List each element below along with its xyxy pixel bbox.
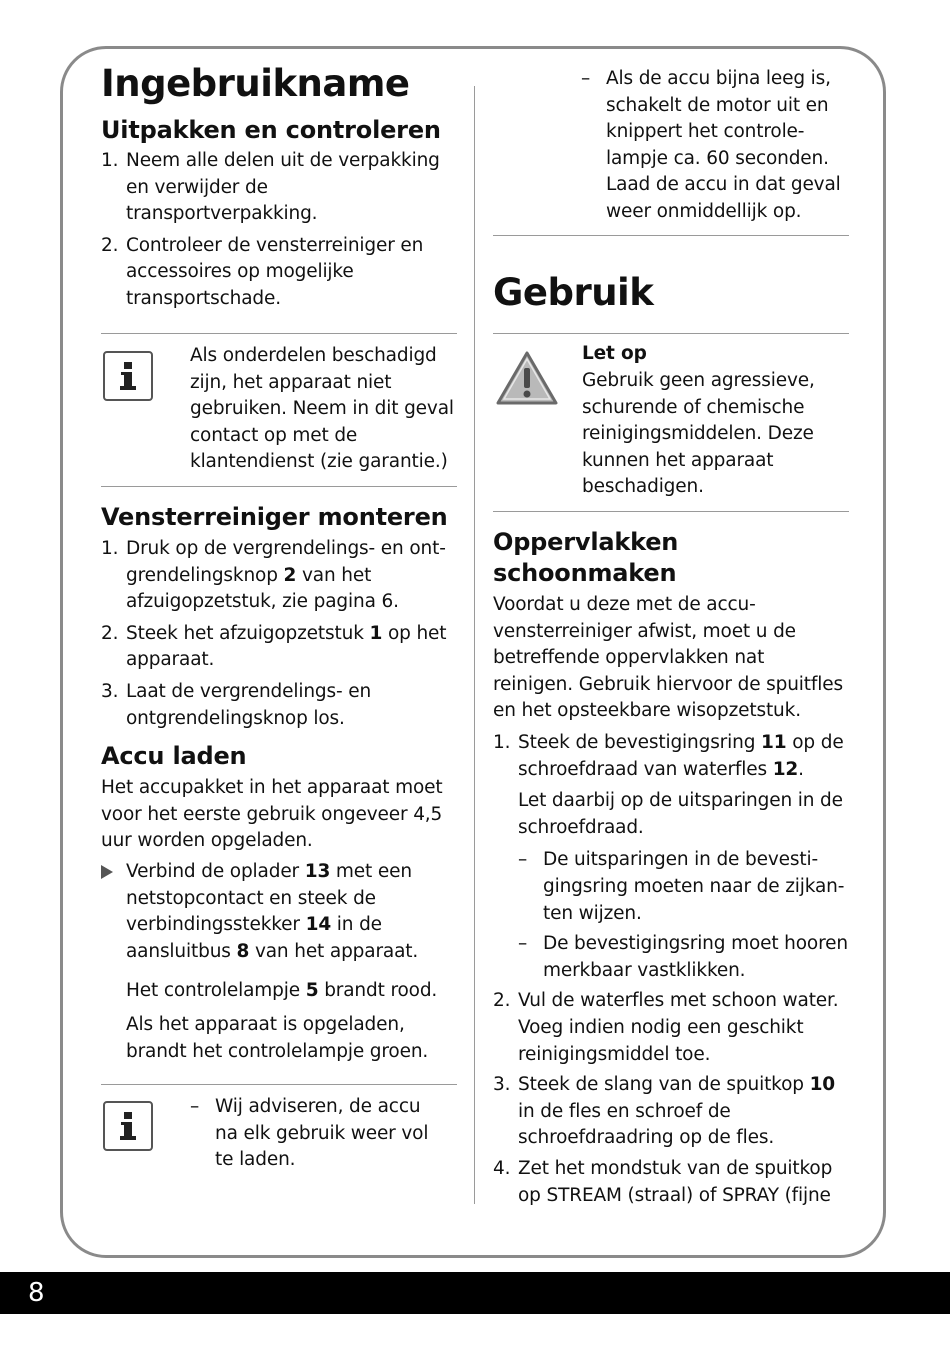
list-item: 2. Controleer de vensterreiniger en accessoires op mogelijke transportschade. <box>101 234 424 309</box>
sub-item: – De bevestigingsring moet hooren merkbaar vastklikken. <box>518 933 848 981</box>
section-title-ingebruikname: Ingebruikname <box>101 62 410 105</box>
accu-intro: Het accupakket in het apparaat moet voor het eerste gebruik ongeveer 4,5 uur worden opgeladen. <box>101 777 443 852</box>
right-column <box>493 0 849 1206</box>
page-number: 8 <box>28 1278 45 1308</box>
divider <box>493 235 849 236</box>
cleaning-intro: Voordat u deze met de accu-vensterreiniger afwist, moet u de betreffende oppervlakken nat reinigen. Gebruik hiervoor de spuitfles en het opsteekbare wisopzetstuk. <box>493 594 843 722</box>
list-item: 3. Steek de slang van de spuitkop 10 in de fles en schroef de schroefdraadring op de fles. <box>493 1074 836 1149</box>
list-item: 1. Steek de bevestigingsring 11 op de schroefdraad van waterfles 12. <box>493 732 844 780</box>
heading-uitpakken: Uitpakken en controleren <box>101 116 441 144</box>
list-item: 1. Neem alle delen uit de verpakking en verwijder de transportverpakking. <box>101 150 440 225</box>
warning-text: Gebruik geen agressieve, schurende of chemische reinigingsmiddelen. Deze kunnen het apparaat beschadigen. <box>582 370 815 498</box>
charge-instruction: Verbind de oplader 13 met een netstopcontact en steek de verbindingsstekker 14 in de aansluitbus 8 van het apparaat. <box>101 859 457 965</box>
info-icon <box>103 351 153 401</box>
low-battery-note: – Als de accu bijna leeg is, schakelt de motor uit en knippert het controlelampje ca. 60 seconden. Laad de accu in dat geval weer onmiddellijk op. <box>581 68 841 222</box>
cleaning-steps <box>493 730 849 1209</box>
section-title-gebruik: Gebruik <box>493 271 654 314</box>
warning-icon <box>495 349 559 411</box>
list-item: 2. Steek het afzuigopzetstuk 1 op het apparaat. <box>101 622 447 671</box>
step-note: Let daarbij op de uitsparingen in de schroefdraad. <box>518 790 843 838</box>
list-item: 2. Vul de waterfles met schoon water. Voeg indien nodig een geschikt reinigingsmiddel toe. <box>493 990 839 1065</box>
info-note-charge-advice: – Wij adviseren, de accu na elk gebruik weer vol te laden. <box>190 1096 429 1171</box>
column-divider <box>474 86 475 1204</box>
divider <box>101 333 457 334</box>
footer-bar <box>0 1272 950 1314</box>
list-item: 1. Druk op de vergrendelings- en ontgrendelingsknop 2 van het afzuigopzetstuk, zie pagina 6. <box>101 538 446 613</box>
list-item: 3. Laat de vergrendelings- en ontgrendelingsknop los. <box>101 680 372 729</box>
lamp-green-note: Als het apparaat is opgeladen, brandt het controlelampje groen. <box>126 1014 429 1062</box>
info-icon <box>103 1101 153 1151</box>
lamp-red-note: Het controlelampje 5 brandt rood. <box>126 980 438 1001</box>
info-note-damage: Als onderdelen beschadigd zijn, het apparaat niet gebruiken. Neem in dit geval contact op met de klantendienst (zie garantie.) <box>190 345 454 473</box>
divider <box>101 1084 457 1085</box>
warning-title: Let op <box>582 343 647 364</box>
list-item: 4. Zet het mondstuk van de spuitkop op STREAM (straal) of SPRAY (fijne <box>493 1157 833 1206</box>
divider <box>493 333 849 334</box>
divider <box>101 486 457 487</box>
mount-steps <box>101 536 457 737</box>
divider <box>493 511 849 512</box>
arrow-bullet-icon <box>101 865 113 879</box>
sub-item: – De uitsparingen in de bevestigingsring moeten naar de zijkanten wijzen. <box>518 849 845 924</box>
heading-monteren: Vensterreiniger monteren <box>101 503 448 531</box>
left-column <box>101 0 457 1171</box>
heading-accu-laden: Accu laden <box>101 742 247 770</box>
heading-oppervlakken: Oppervlakken schoonmaken <box>493 528 679 587</box>
unpack-steps <box>101 148 457 318</box>
